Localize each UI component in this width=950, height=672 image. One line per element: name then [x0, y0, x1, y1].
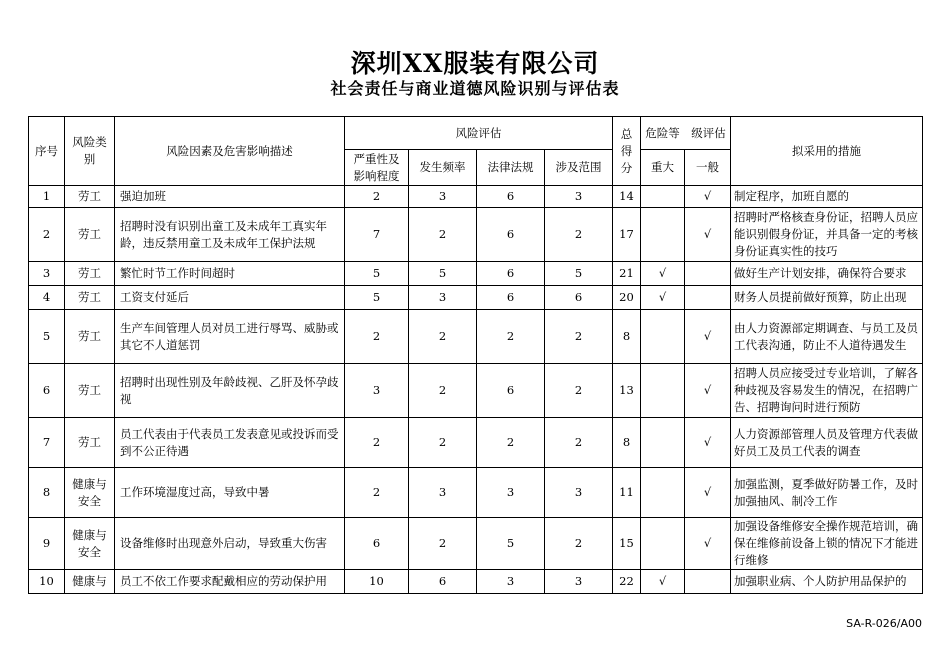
table-header — [29, 117, 923, 186]
cell-description: 设备维修时出现意外启动，导致重大伤害 — [115, 518, 345, 570]
cell-severity: 6 — [345, 518, 409, 570]
cell-legal: 3 — [477, 468, 545, 518]
cell-description: 繁忙时节工作时间超时 — [115, 262, 345, 286]
cell-severity: 2 — [345, 310, 409, 364]
cell-description: 工资支付延后 — [115, 286, 345, 310]
cell-severity: 7 — [345, 208, 409, 262]
cell-major — [641, 364, 685, 418]
cell-category: 劳工 — [65, 208, 115, 262]
cell-scope: 5 — [545, 262, 613, 286]
cell-legal: 2 — [477, 310, 545, 364]
cell-measures: 人力资源部管理人员及管理方代表做好员工及员工代表的调查 — [731, 418, 923, 468]
cell-legal: 6 — [477, 286, 545, 310]
cell-legal: 6 — [477, 262, 545, 286]
cell-measures: 招聘人员应接受过专业培训，了解各种歧视及容易发生的情况，在招聘广告、招聘询问时进行预防 — [731, 364, 923, 418]
cell-total: 14 — [613, 186, 641, 208]
cell-measures: 加强设备维修安全操作规范培训，确保在维修前设备上锁的情况下才能进行维修 — [731, 518, 923, 570]
cell-severity: 2 — [345, 468, 409, 518]
cell-severity: 5 — [345, 262, 409, 286]
cell-major — [641, 418, 685, 468]
cell-seq: 4 — [29, 286, 65, 310]
cell-total: 22 — [613, 570, 641, 594]
cell-total: 8 — [613, 418, 641, 468]
cell-category: 劳工 — [65, 286, 115, 310]
cell-general: √ — [685, 364, 731, 418]
cell-major — [641, 468, 685, 518]
cell-total: 13 — [613, 364, 641, 418]
cell-seq: 6 — [29, 364, 65, 418]
cell-severity: 3 — [345, 364, 409, 418]
cell-category: 劳工 — [65, 418, 115, 468]
cell-category: 劳工 — [65, 364, 115, 418]
cell-legal: 3 — [477, 570, 545, 594]
cell-frequency: 2 — [409, 310, 477, 364]
cell-seq: 9 — [29, 518, 65, 570]
cell-seq: 8 — [29, 468, 65, 518]
table-row — [29, 418, 923, 468]
cell-severity: 5 — [345, 286, 409, 310]
document-title: 深圳XX服装有限公司 — [350, 49, 600, 78]
cell-major — [641, 518, 685, 570]
cell-legal: 6 — [477, 364, 545, 418]
cell-major: √ — [641, 570, 685, 594]
cell-general: √ — [685, 518, 731, 570]
header-frequency: 发生频率 — [409, 150, 477, 186]
cell-category: 健康与安全 — [65, 518, 115, 570]
cell-major — [641, 186, 685, 208]
cell-category: 健康与 — [65, 570, 115, 594]
cell-severity: 10 — [345, 570, 409, 594]
table-row — [29, 364, 923, 418]
cell-general: √ — [685, 310, 731, 364]
cell-total: 8 — [613, 310, 641, 364]
cell-seq: 7 — [29, 418, 65, 468]
cell-measures: 由人力资源部定期调查、与员工及员工代表沟通，防止不人道待遇发生 — [731, 310, 923, 364]
cell-severity: 2 — [345, 186, 409, 208]
cell-major — [641, 310, 685, 364]
cell-measures: 招聘时严格核查身份证，招聘人员应能识别假身份证，并具备一定的考核身份证真实性的技巧 — [731, 208, 923, 262]
header-general: 一般 — [685, 150, 731, 186]
cell-total: 15 — [613, 518, 641, 570]
cell-general: √ — [685, 208, 731, 262]
table-row — [29, 518, 923, 570]
table-row — [29, 286, 923, 310]
cell-measures: 加强职业病、个人防护用品保护的 — [731, 570, 923, 594]
header-evaluation: 风险评估 — [345, 117, 613, 150]
header-description: 风险因素及危害影响描述 — [115, 117, 345, 186]
cell-legal: 6 — [477, 208, 545, 262]
cell-seq: 5 — [29, 310, 65, 364]
cell-scope: 2 — [545, 310, 613, 364]
cell-description: 生产车间管理人员对员工进行辱骂、威胁或其它不人道惩罚 — [115, 310, 345, 364]
cell-total: 11 — [613, 468, 641, 518]
cell-general: √ — [685, 468, 731, 518]
header-measures: 拟采用的措施 — [731, 117, 923, 186]
cell-measures: 制定程序，加班自愿的 — [731, 186, 923, 208]
cell-total: 21 — [613, 262, 641, 286]
cell-frequency: 3 — [409, 468, 477, 518]
cell-general: √ — [685, 418, 731, 468]
cell-frequency: 5 — [409, 262, 477, 286]
cell-scope: 2 — [545, 418, 613, 468]
header-total: 总得分 — [613, 117, 641, 186]
header-major: 重大 — [641, 150, 685, 186]
cell-category: 劳工 — [65, 186, 115, 208]
table-row — [29, 262, 923, 286]
cell-frequency: 2 — [409, 518, 477, 570]
cell-severity: 2 — [345, 418, 409, 468]
table-body — [29, 186, 923, 594]
cell-frequency: 2 — [409, 364, 477, 418]
table-row — [29, 310, 923, 364]
cell-description: 员工不依工作要求配戴相应的劳动保护用 — [115, 570, 345, 594]
form-code: SA-R-026/A00 — [846, 617, 922, 630]
table-row — [29, 570, 923, 594]
cell-description: 工作环境湿度过高，导致中暑 — [115, 468, 345, 518]
cell-scope: 3 — [545, 186, 613, 208]
cell-frequency: 2 — [409, 208, 477, 262]
cell-total: 20 — [613, 286, 641, 310]
cell-scope: 2 — [545, 518, 613, 570]
cell-description: 招聘时出现性别及年龄歧视、乙肝及怀孕歧视 — [115, 364, 345, 418]
cell-seq: 1 — [29, 186, 65, 208]
cell-total: 17 — [613, 208, 641, 262]
cell-seq: 2 — [29, 208, 65, 262]
cell-seq: 3 — [29, 262, 65, 286]
cell-scope: 2 — [545, 208, 613, 262]
cell-frequency: 2 — [409, 418, 477, 468]
cell-legal: 5 — [477, 518, 545, 570]
cell-scope: 3 — [545, 570, 613, 594]
cell-general — [685, 286, 731, 310]
cell-general: √ — [685, 186, 731, 208]
cell-general — [685, 570, 731, 594]
table-row — [29, 186, 923, 208]
document-subtitle: 社会责任与商业道德风险识别与评估表 — [330, 79, 620, 98]
table-row — [29, 468, 923, 518]
header-level: 危险等 级评估 — [641, 117, 731, 150]
cell-frequency: 3 — [409, 186, 477, 208]
cell-legal: 2 — [477, 418, 545, 468]
cell-scope: 2 — [545, 364, 613, 418]
cell-measures: 做好生产计划安排，确保符合要求 — [731, 262, 923, 286]
cell-frequency: 3 — [409, 286, 477, 310]
risk-assessment-table — [28, 116, 923, 594]
table-row — [29, 208, 923, 262]
cell-category: 劳工 — [65, 262, 115, 286]
cell-general — [685, 262, 731, 286]
cell-major: √ — [641, 286, 685, 310]
cell-seq: 10 — [29, 570, 65, 594]
header-category: 风险类别 — [65, 117, 115, 186]
cell-scope: 3 — [545, 468, 613, 518]
cell-major: √ — [641, 262, 685, 286]
header-seq: 序号 — [29, 117, 65, 186]
cell-measures: 加强监测，夏季做好防暑工作，及时加强抽风、制冷工作 — [731, 468, 923, 518]
cell-category: 健康与安全 — [65, 468, 115, 518]
cell-measures: 财务人员提前做好预算，防止出现 — [731, 286, 923, 310]
cell-description: 员工代表由于代表员工发表意见或投诉而受到不公正待遇 — [115, 418, 345, 468]
cell-description: 招聘时没有识别出童工及未成年工真实年龄，违反禁用童工及未成年工保护法规 — [115, 208, 345, 262]
cell-category: 劳工 — [65, 310, 115, 364]
cell-description: 强迫加班 — [115, 186, 345, 208]
cell-major — [641, 208, 685, 262]
cell-legal: 6 — [477, 186, 545, 208]
header-legal: 法律法规 — [477, 150, 545, 186]
header-severity: 严重性及影响程度 — [345, 150, 409, 186]
header-scope: 涉及范围 — [545, 150, 613, 186]
cell-scope: 6 — [545, 286, 613, 310]
cell-frequency: 6 — [409, 570, 477, 594]
